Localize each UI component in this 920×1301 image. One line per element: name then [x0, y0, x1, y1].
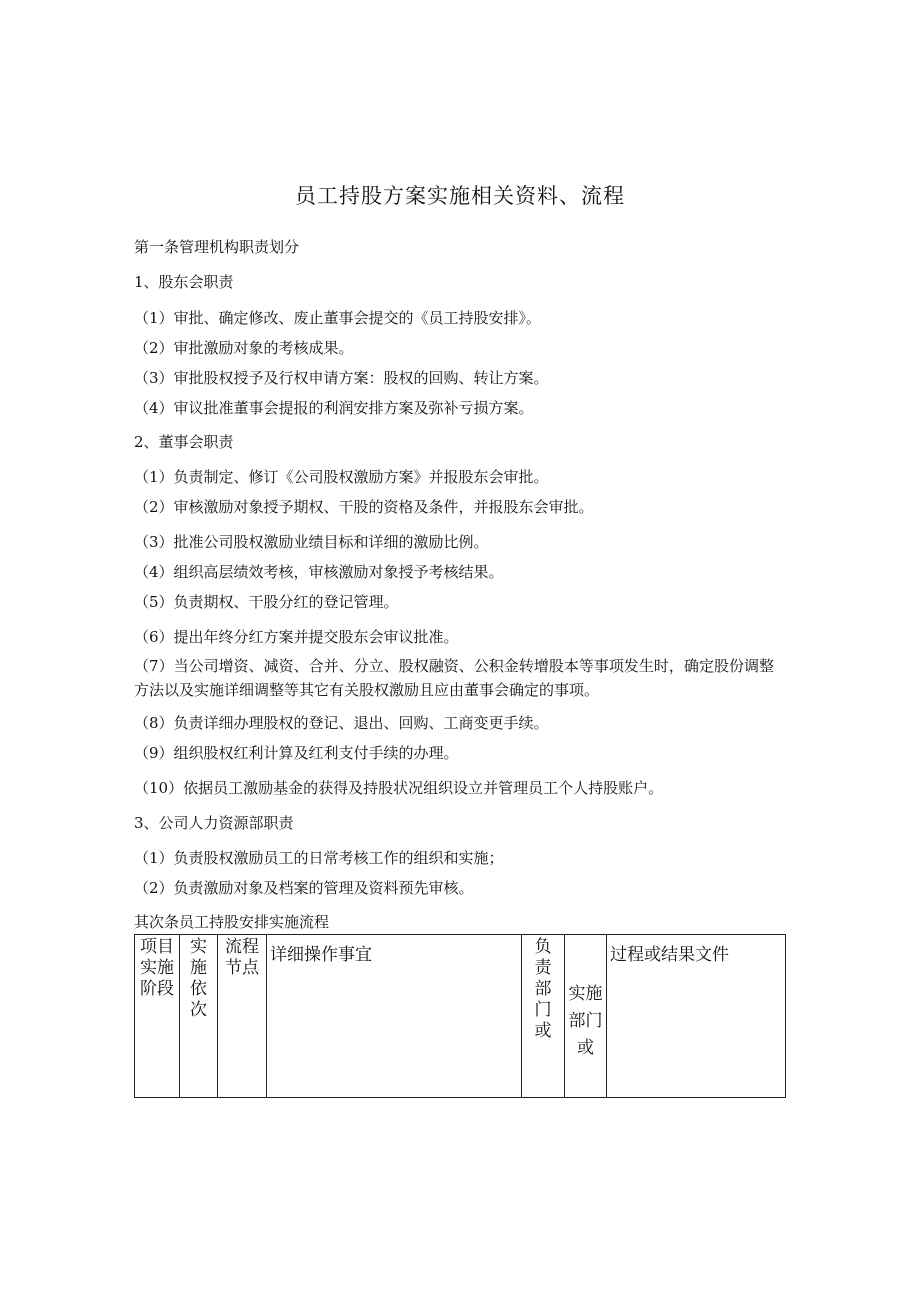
section-2-item-10: （10）依据员工激励基金的获得及持股状况组织设立并管理员工个人持股账户。 — [134, 779, 664, 797]
section-1-item-3: （3）审批股权授予及行权申请方案：股权的回购、转让方案。 — [134, 369, 549, 387]
table-header-cell — [607, 935, 786, 1098]
section-2-item-6: （6）提出年终分红方案并提交股东会审议批准。 — [134, 628, 459, 646]
header-operation: 详细操作事宜 — [270, 945, 372, 965]
table-header-cell — [135, 935, 180, 1098]
table-header-cell — [267, 935, 522, 1098]
header-node: 流程节点 — [225, 937, 259, 978]
header-responsible-dept: 负责部门或 — [534, 937, 552, 1041]
section-2-item-5: （5）负责期权、干股分红的登记管理。 — [134, 593, 399, 611]
section-2-item-3: （3）批准公司股权激励业绩目标和详细的激励比例。 — [134, 533, 489, 551]
section-3-heading: 3、公司人力资源部职责 — [134, 814, 294, 832]
section-3-item-1: （1）负责股权激励员工的日常考核工作的组织和实施； — [134, 849, 504, 867]
table-header-cell — [180, 935, 218, 1098]
table-header-cell — [522, 935, 565, 1098]
header-stage: 项目实施阶段 — [140, 937, 174, 999]
header-order: 实施依次 — [190, 937, 207, 1020]
section-2-item-1: （1）负责制定、修订《公司股权激励方案》并报股东会审批。 — [134, 468, 549, 486]
section-2-item-9: （9）组织股权红利计算及红利支付手续的办理。 — [134, 744, 459, 762]
table-header-row — [135, 935, 786, 1098]
section-1-item-1: （1）审批、确定修改、废止董事会提交的《员工持股安排》。 — [134, 309, 542, 327]
header-implementing-dept: 实施部门或 — [568, 984, 603, 1058]
section-2-item-2: （2）审核激励对象授予期权、干股的资格及条件，并报股东会审批。 — [134, 498, 594, 516]
section-1-item-4: （4）审议批准董事会提报的利润安排方案及弥补亏损方案。 — [134, 399, 534, 417]
header-result-files: 过程或结果文件 — [610, 945, 729, 965]
section-1-heading: 1、股东会职责 — [134, 273, 234, 291]
table-header-cell — [218, 935, 267, 1098]
page-title: 员工持股方案实施相关资料、流程 — [295, 184, 625, 208]
section-3-item-2: （2）负责激励对象及档案的管理及资料预先审核。 — [134, 879, 474, 897]
section-2-item-4: （4）组织高层绩效考核，审核激励对象授予考核结果。 — [134, 563, 504, 581]
section-2-item-8: （8）负责详细办理股权的登记、退出、回购、工商变更手续。 — [134, 714, 549, 732]
article-1-heading: 第一条管理机构职责划分 — [134, 238, 300, 256]
implementation-flow-table — [134, 934, 786, 1098]
table-header-cell — [565, 935, 607, 1098]
article-2-heading: 其次条员工持股安排实施流程 — [134, 913, 330, 931]
section-2-item-7: （7）当公司增资、减资、合并、分立、股权融资、公积金转增股本等事项发生时，确定股份调整方法以及实施详细调整等其它有关股权激励且应由董事会确定的事项。 — [134, 657, 774, 699]
section-1-item-2: （2）审批激励对象的考核成果。 — [134, 339, 354, 357]
section-2-heading: 2、董事会职责 — [134, 433, 234, 451]
